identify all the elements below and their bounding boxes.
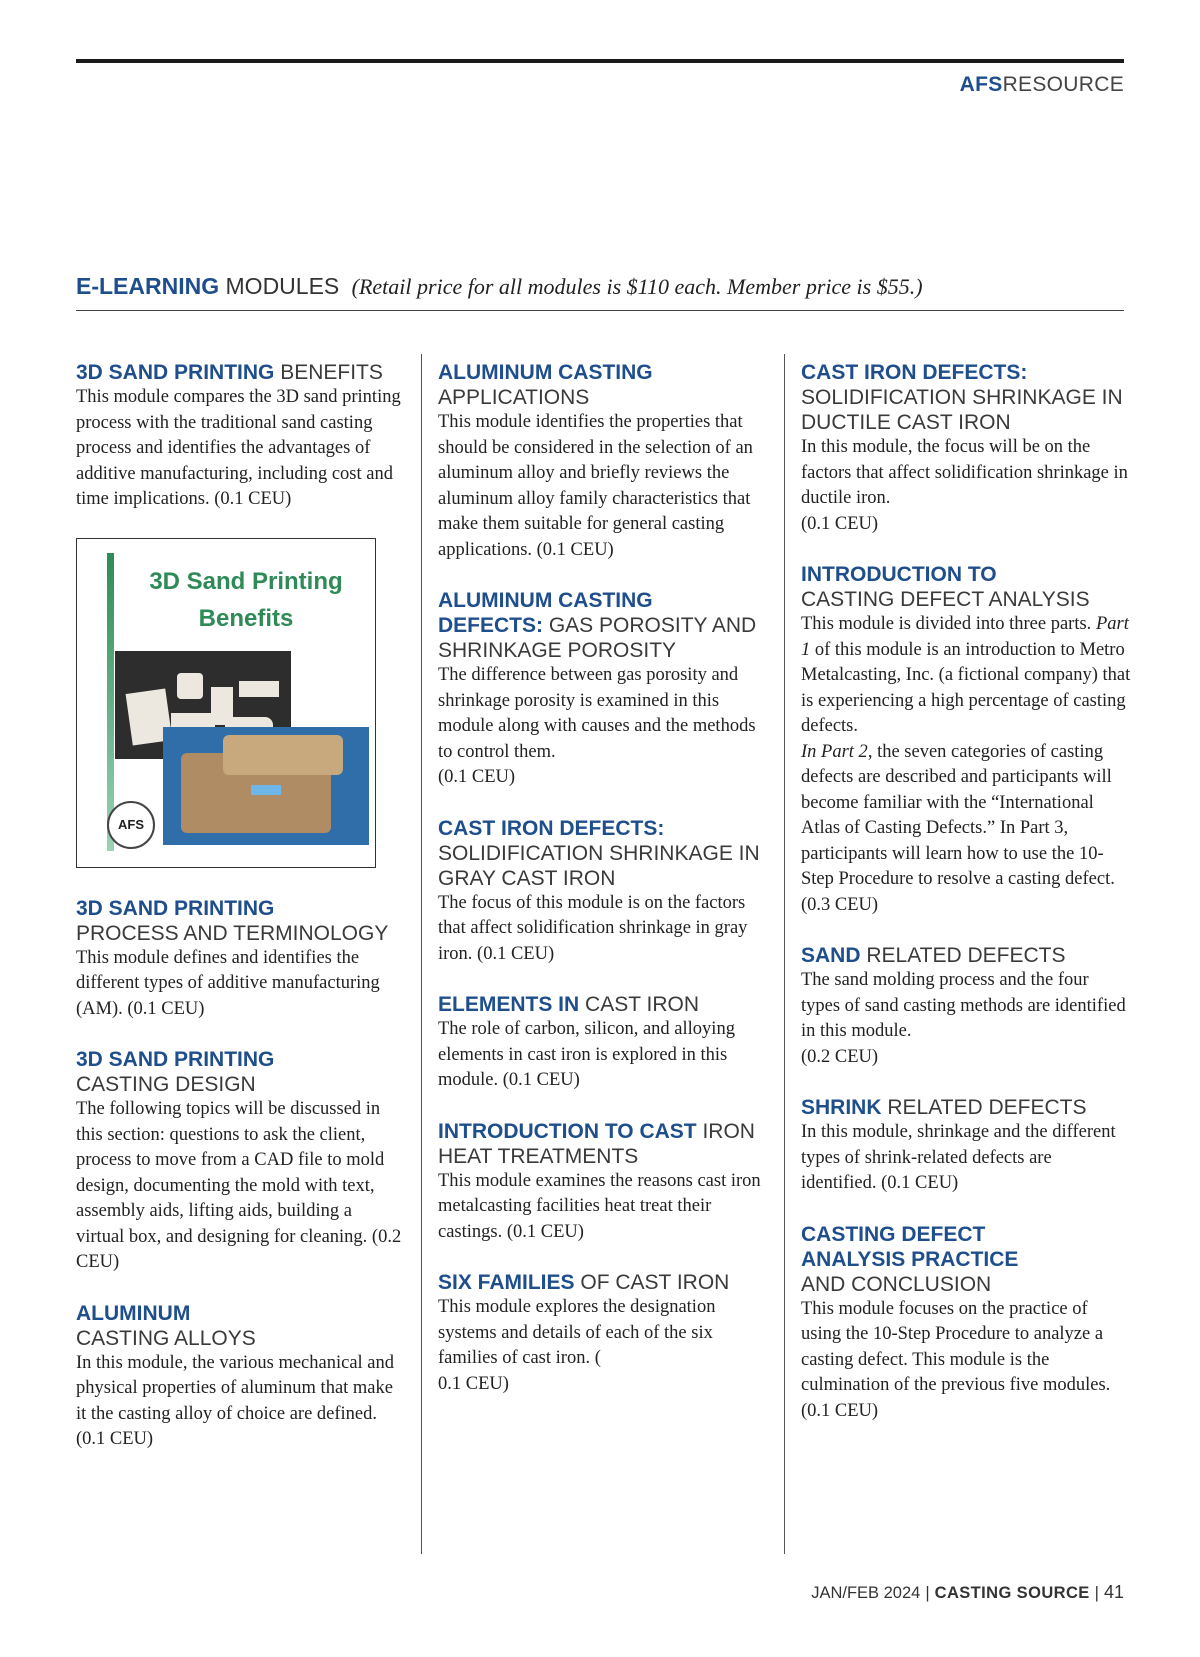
brand-rest: RESOURCE <box>1002 73 1124 96</box>
module-description <box>438 1295 768 1397</box>
module-title-rest: SOLIDIFICATION SHRINKAGE IN GRAY CAST IRON <box>438 841 760 890</box>
module-intro-casting-defect-analysis <box>801 562 1131 918</box>
module-description: This module examines the reasons cast iron metalcasting facilities heat treat their castings. (0.1 CEU) <box>438 1170 761 1242</box>
module-description <box>801 612 1131 740</box>
footer-separator: | <box>1094 1584 1099 1602</box>
module-title-rest: BENEFITS <box>274 361 383 384</box>
module-cast-iron-defects-gray <box>438 816 768 968</box>
module-aluminum-casting-alloys <box>76 1301 404 1453</box>
module-title-rest: SOLIDIFICATION SHRINKAGE IN DUCTILE CAST IRON <box>801 386 1123 434</box>
module-title <box>438 1270 768 1295</box>
module-title-bold: 3D SAND PRINTING <box>76 1048 275 1071</box>
module-sand-related-defects <box>801 943 1131 1070</box>
footer-separator: | <box>925 1584 930 1602</box>
module-title-rest: IRON HEAT TREATMENTS <box>438 1119 755 1168</box>
module-description: The following topics will be discussed in this section: questions to ask the client, process to move from a CAD file to mold design, documenting the mold with text, assembly aids, lifting aids, building a virtual box, and designing for cleaning. (0.2 CEU) <box>76 1099 402 1272</box>
column-divider <box>421 354 422 1554</box>
module-description <box>801 968 1131 1070</box>
cover-title <box>117 563 375 637</box>
module-ceu: (0.1 CEU) <box>801 1400 879 1421</box>
module-description: This module defines and identifies the different types of additive manufacturing (AM). (0.1 CEU) <box>76 947 380 1019</box>
module-cast-iron-defects-ductile <box>801 360 1131 537</box>
module-description-text: This module focuses on the practice of using the 10-Step Procedure to analyze a casting defect. This module is the culmination of the previous five modules. <box>801 1298 1111 1395</box>
column-3 <box>801 360 1131 1449</box>
cover-title-line-1: 3D Sand Printing <box>149 567 343 595</box>
module-title-rest: RELATED DEFECTS <box>881 1096 1087 1119</box>
module-title-bold: ALUMINUM CASTING <box>438 589 653 612</box>
module-description-continued <box>801 740 1131 919</box>
sand-mold-photo <box>163 727 369 845</box>
brochure-cover-image <box>76 538 376 868</box>
module-cast-iron-heat-treatments <box>438 1119 768 1246</box>
module-description-text: The difference between gas porosity and shrinkage porosity is examined in this module along with causes and the methods to control them. <box>438 665 756 762</box>
issue-date: JAN/FEB 2024 <box>811 1584 921 1602</box>
module-title <box>801 1095 1131 1120</box>
module-title-rest: RELATED DEFECTS <box>860 944 1066 967</box>
module-ceu: (0.1 CEU) <box>801 513 879 534</box>
module-title <box>438 816 768 891</box>
module-title-bold: SAND <box>801 944 861 967</box>
page-footer <box>811 1582 1124 1603</box>
module-description-text: This module explores the designation systems and details of each of the six families of cast iron. ( <box>438 1297 716 1368</box>
section-tag <box>960 73 1124 97</box>
module-elements-in-cast-iron <box>438 992 768 1094</box>
top-rule <box>76 59 1124 63</box>
module-title-bold: 3D SAND PRINTING <box>76 361 275 384</box>
section-heading-bold: E-LEARNING <box>76 273 220 299</box>
module-title-rest: PROCESS AND TERMINOLOGY <box>76 921 389 945</box>
module-title <box>76 896 404 946</box>
column-1 <box>76 360 404 1478</box>
module-ceu: (0.2 CEU) <box>801 1046 879 1067</box>
module-description-text: This module is divided into three parts. <box>801 614 1092 634</box>
module-description: The role of carbon, silicon, and alloying elements in cast iron is explored in this module. (0.1 CEU) <box>438 1019 735 1090</box>
module-title-bold: CAST IRON DEFECTS: <box>438 816 665 840</box>
magazine-name: CASTING SOURCE <box>934 1584 1090 1602</box>
module-title-bold: CASTING DEFECT <box>801 1222 986 1246</box>
module-title-bold: ALUMINUM <box>76 1301 191 1325</box>
module-title-bold: ALUMINUM CASTING <box>438 361 653 384</box>
part-1-text: of this module is an introduction to Metro Metalcasting, Inc. (a fictional company) that is experiencing a high percentage of casting defects. <box>801 639 1131 736</box>
module-description <box>801 435 1131 537</box>
module-description: In this module, shrinkage and the different types of shrink-related defects are identified. (0.1 CEU) <box>801 1122 1116 1193</box>
module-title-rest: AND CONCLUSION <box>801 1272 992 1296</box>
module-title <box>801 562 1131 612</box>
part-1-label: Part 1 <box>801 614 1129 660</box>
module-aluminum-casting-applications <box>438 360 768 563</box>
module-title <box>801 943 1131 968</box>
cover-accent-bar <box>107 553 114 851</box>
module-title-rest: CASTING DESIGN <box>76 1073 256 1096</box>
module-casting-defect-analysis-practice <box>801 1222 1131 1425</box>
module-description-text: In this module, the focus will be on the factors that affect solidification shrinkage in ductile iron. <box>801 437 1128 508</box>
module-title <box>438 360 768 410</box>
section-heading <box>76 273 1124 300</box>
module-title-rest: CASTING DEFECT ANALYSIS <box>801 588 1090 611</box>
module-ceu: (0.1 CEU) <box>438 767 516 787</box>
section-heading-rest: MODULES <box>225 273 340 299</box>
module-ceu: 0.1 CEU) <box>438 1373 509 1394</box>
module-title-rest: APPLICATIONS <box>438 386 590 409</box>
section-rule <box>76 310 1124 311</box>
module-title-bold-2: DEFECTS: <box>438 614 543 637</box>
module-description <box>801 1297 1131 1425</box>
module-description: The focus of this module is on the factors that affect solidification shrinkage in gray iron. (0.1 CEU) <box>438 892 748 964</box>
part-2-label: In Part 2 <box>801 741 868 762</box>
module-title-rest: CAST IRON <box>579 993 699 1016</box>
column-2 <box>438 360 768 1422</box>
cover-title-line-2: Benefits <box>198 604 294 632</box>
module-description: This module compares the 3D sand printing process with the traditional sand casting process and identifies the advantages of additive manufacturing, including cost and time implications. (0.1 CEU) <box>76 387 401 509</box>
column-divider <box>784 354 785 1554</box>
price-note: (Retail price for all modules is $110 each. Member price is $55.) <box>351 274 923 299</box>
module-title <box>801 360 1131 435</box>
module-title-bold: INTRODUCTION TO <box>801 563 997 586</box>
module-description <box>438 663 768 791</box>
part-2-text: , the seven categories of casting defects are described and participants will become familiar with the “International Atlas of Casting Defects.” In Part 3, participants will learn how to use the 10-Step Procedure to resolve a casting defect. (0.3 CEU) <box>801 741 1115 915</box>
module-title <box>801 1222 1131 1297</box>
module-aluminum-casting-defects <box>438 588 768 791</box>
module-title-bold: INTRODUCTION TO CAST <box>438 1119 697 1143</box>
afs-logo: AFS <box>107 801 155 849</box>
module-description: In this module, the various mechanical and physical properties of aluminum that make it the casting alloy of choice are defined. (0.1 CEU) <box>76 1352 395 1449</box>
brand-bold: AFS <box>959 73 1003 96</box>
module-title <box>76 1301 404 1351</box>
module-shrink-related-defects <box>801 1095 1131 1197</box>
module-title <box>438 992 768 1017</box>
module-3d-sand-printing-benefits <box>76 360 404 513</box>
module-3d-sand-printing-process <box>76 896 404 1023</box>
module-title-rest: CASTING ALLOYS <box>76 1326 256 1350</box>
module-title <box>438 1119 768 1169</box>
page-number: 41 <box>1103 1582 1124 1602</box>
module-title-bold: 3D SAND PRINTING <box>76 896 275 920</box>
module-title <box>76 360 404 385</box>
module-description: This module identifies the properties that should be considered in the selection of an aluminum alloy and briefly reviews the aluminum alloy family characteristics that make them suitable for general casting applications. (0.1 CEU) <box>438 412 753 560</box>
module-title-rest: OF CAST IRON <box>574 1271 730 1294</box>
module-title-bold: CAST IRON DEFECTS: <box>801 361 1028 384</box>
module-3d-sand-printing-casting-design <box>76 1047 404 1276</box>
module-title-bold: ELEMENTS IN <box>438 993 580 1016</box>
module-title-bold: SHRINK <box>801 1096 882 1119</box>
module-title <box>76 1047 404 1097</box>
module-six-families-of-cast-iron <box>438 1270 768 1397</box>
module-title-bold: SIX FAMILIES <box>438 1271 575 1294</box>
module-title <box>438 588 768 663</box>
module-description-text: The sand molding process and the four types of sand casting methods are identified in this module. <box>801 970 1126 1041</box>
module-title-bold-2: ANALYSIS PRACTICE <box>801 1247 1019 1271</box>
module-title-rest: GAS POROSITY AND SHRINKAGE POROSITY <box>438 614 757 662</box>
